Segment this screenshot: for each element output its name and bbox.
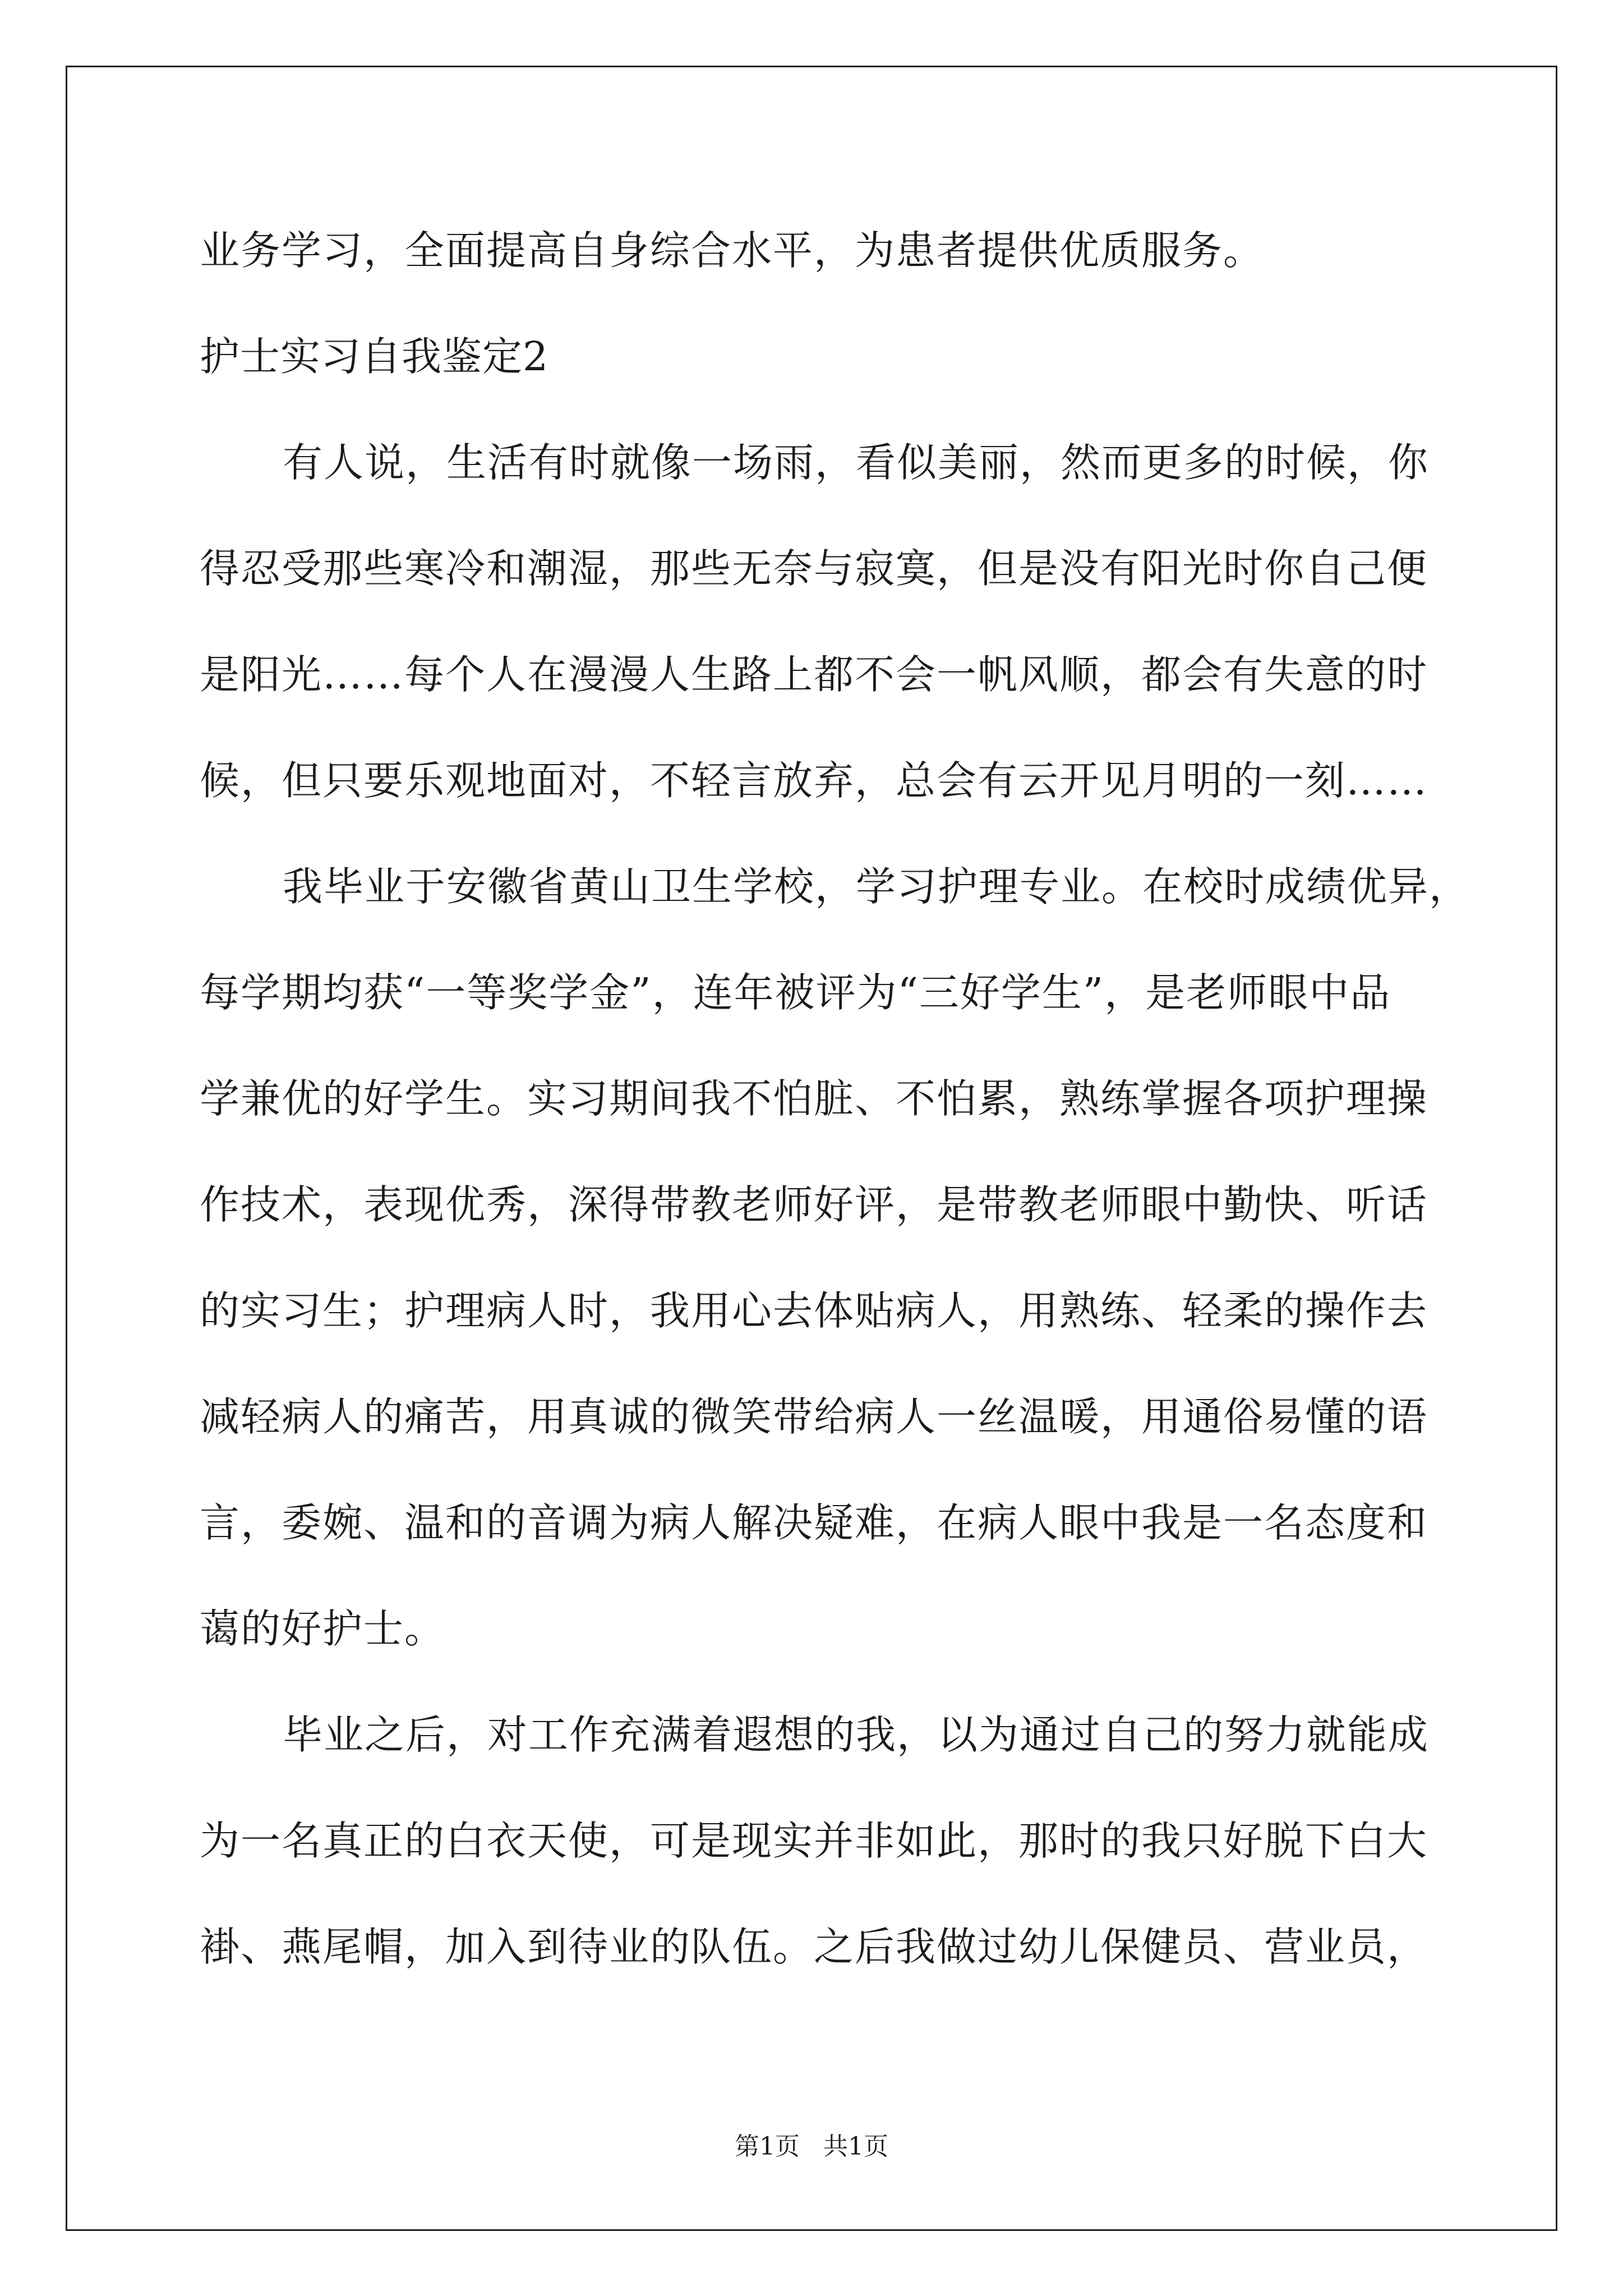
text-line: 业务学习，全面提高自身综合水平，为患者提供优质服务。 [200, 227, 1265, 274]
text-line: 学兼优的好学生。实习期间我不怕脏、不怕累，熟练掌握各项护理操 [200, 1075, 1428, 1122]
paragraph-first-line: 毕业之后，对工作充满着遐想的我，以为通过自己的努力就能成 [283, 1711, 1430, 1758]
page-number-footer: 第1页 共1页 [735, 2132, 888, 2161]
paragraph-first-line: 我毕业于安徽省黄山卫生学校，学习护理专业。在校时成绩优异， [283, 863, 1470, 910]
text-line: 作技术，表现优秀，深得带教老师好评，是带教老师眼中勤快、听话 [200, 1181, 1428, 1228]
text-line: 每学期均获“一等奖学金”，连年被评为“三好学生”，是老师眼中品 [200, 969, 1391, 1016]
text-line: 候，但只要乐观地面对，不轻言放弃，总会有云开见月明的一刻…… [200, 757, 1428, 804]
document-body [200, 220, 1470, 2022]
text-line: 减轻病人的痛苦，用真诚的微笑带给病人一丝温暖，用通俗易懂的语 [200, 1393, 1428, 1440]
text-line: 言，委婉、温和的音调为病人解决疑难，在病人眼中我是一名态度和 [200, 1499, 1428, 1546]
section-heading: 护士实习自我鉴定2 [200, 333, 549, 380]
text-line: 是阳光……每个人在漫漫人生路上都不会一帆风顺，都会有失意的时 [200, 651, 1428, 698]
text-line: 得忍受那些寒冷和潮湿，那些无奈与寂寞，但是没有阳光时你自己便 [200, 545, 1428, 592]
paragraph-first-line: 有人说，生活有时就像一场雨，看似美丽，然而更多的时候，你 [283, 439, 1430, 486]
text-line: 褂、燕尾帽，加入到待业的队伍。之后我做过幼儿保健员、营业员， [200, 1924, 1428, 1970]
text-line: 为一名真正的白衣天使，可是现实并非如此，那时的我只好脱下白大 [200, 1818, 1428, 1864]
text-line: 蔼的好护士。 [200, 1605, 446, 1652]
text-line: 的实习生；护理病人时，我用心去体贴病人，用熟练、轻柔的操作去 [200, 1287, 1428, 1334]
